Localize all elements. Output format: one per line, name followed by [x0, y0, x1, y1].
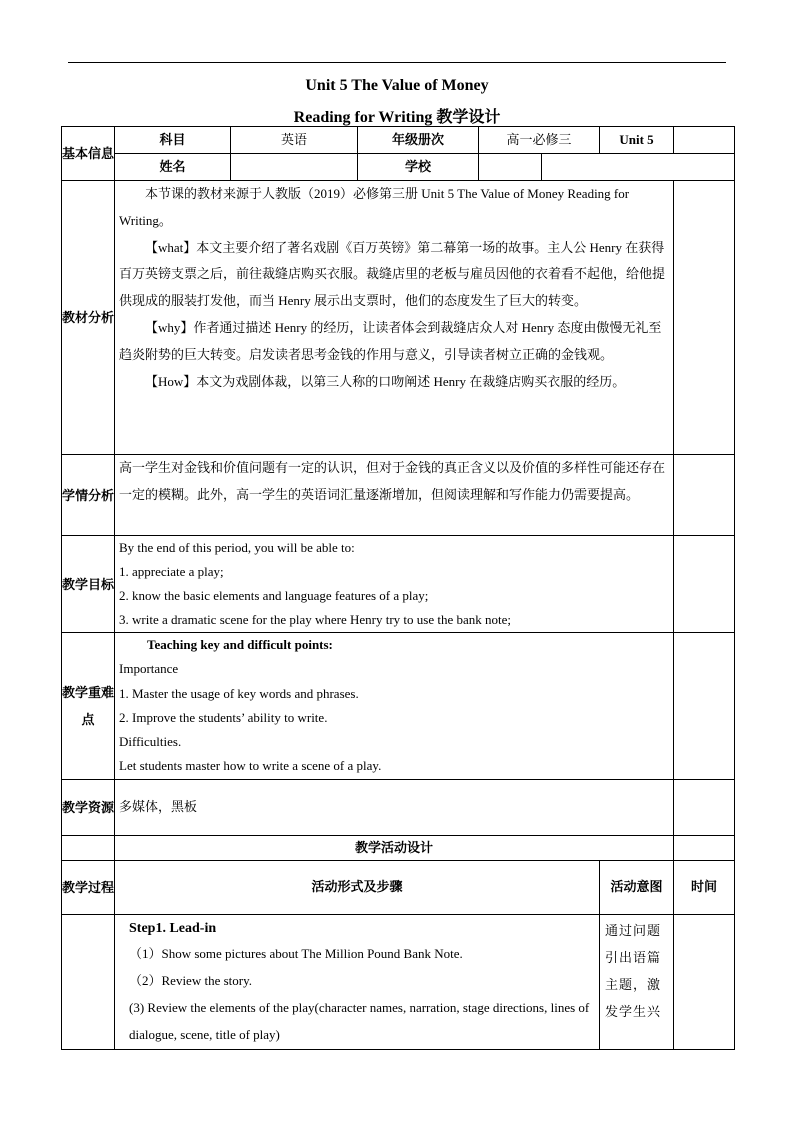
- objectives-label: 教学目标: [62, 536, 115, 633]
- resources-label: 教学资源: [62, 779, 115, 835]
- key-point-line: Let students master how to write a scene of a play.: [119, 758, 382, 774]
- blank-cell: [674, 779, 735, 835]
- school-label: 学校: [358, 154, 479, 181]
- key-point-line: 2. Improve the students’ ability to write.: [119, 709, 328, 725]
- objective-line: By the end of this period, you will be able to:: [119, 540, 355, 555]
- objective-line: 1. appreciate a play;: [119, 564, 224, 579]
- step1-line: （1）Show some pictures about The Million Pound Bank Note.: [129, 945, 463, 961]
- step1-line: (3) Review the elements of the play(character names, narration, stage directions, lines of dialogue, scene, title of play): [129, 999, 590, 1042]
- step1-intent: 通过问题引出语篇主题，激发学生兴: [600, 914, 674, 1049]
- student-analysis-text: 高一学生对金钱和价值问题有一定的认识，但对于金钱的真正含义以及价值的多样性可能还存在一定的模糊。此外，高一学生的英语词汇量逐渐增加，但阅读理解和写作能力仍需要提高。: [115, 455, 674, 536]
- subject-label: 科目: [115, 127, 231, 154]
- col-header-time: 时间: [674, 860, 735, 914]
- blank-cell: [674, 181, 735, 455]
- process-cell: [62, 914, 115, 1049]
- doc-title-lesson: Reading for Writing 教学设计: [293, 109, 501, 126]
- key-points-label: 教学重难点: [62, 633, 115, 780]
- unit-value: Unit 5: [600, 127, 674, 154]
- step1-line: （2）Review the story.: [129, 972, 252, 988]
- name-value: [231, 154, 358, 181]
- material-paragraph: 【why】作者通过描述 Henry 的经历，让读者体会到裁缝店众人对 Henry 态度由傲慢无礼至趋炎附势的巨大转变。启发读者思考金钱的作用与意义，引导读者树立正确的金钱观。: [119, 319, 662, 362]
- grade-value: 高一必修三: [479, 127, 600, 154]
- material-analysis-label: 教材分析: [62, 181, 115, 455]
- header-rule: [68, 62, 726, 63]
- resources-text: 多媒体，黑板: [115, 779, 674, 835]
- blank-cell: [62, 835, 115, 860]
- blank-cell: [674, 455, 735, 536]
- blank-cell: [674, 536, 735, 633]
- activity-design-title: 教学活动设计: [115, 835, 674, 860]
- blank-cell: [674, 835, 735, 860]
- material-paragraph: 本节课的教材来源于人教版（2019）必修第三册 Unit 5 The Value of Money Reading for Writing。: [119, 186, 630, 228]
- school-value: [479, 154, 542, 181]
- material-analysis-text: [115, 181, 674, 455]
- student-analysis-label: 学情分析: [62, 455, 115, 536]
- blank-cell: [674, 633, 735, 780]
- objectives-text: [115, 536, 674, 633]
- step1-content: [115, 914, 600, 1049]
- basic-info-label: 基本信息: [62, 127, 115, 181]
- objective-line: 3. write a dramatic scene for the play where Henry try to use the bank note;: [119, 612, 512, 627]
- key-point-line: Difficulties.: [119, 734, 182, 750]
- subject-value: 英语: [231, 127, 358, 154]
- material-paragraph: 【what】本文主要介绍了著名戏剧《百万英镑》第二幕第一场的故事。主人公 Henry 在获得百万英镑支票之后，前往裁缝店购买衣服。裁缝店里的老板与雇员因他的衣着看不起他，给他提供现成的服装打发他，而当 Henry 展示出支票时，他们的态度发生了巨大的转变。: [119, 239, 666, 309]
- doc-title-unit: Unit 5 The Value of Money: [305, 77, 489, 94]
- lesson-plan-table: [61, 126, 735, 1050]
- step1-heading: Step1. Lead-in: [129, 920, 217, 936]
- key-point-line: Importance: [119, 661, 179, 677]
- name-label: 姓名: [115, 154, 231, 181]
- key-points-text: [115, 633, 674, 780]
- blank-cell: [674, 127, 735, 154]
- key-point-line: 1. Master the usage of key words and phrases.: [119, 685, 359, 701]
- objective-line: 2. know the basic elements and language features of a play;: [119, 588, 429, 603]
- grade-label: 年级册次: [358, 127, 479, 154]
- blank-cell: [542, 154, 735, 181]
- col-header-steps: 活动形式及步骤: [115, 860, 600, 914]
- material-paragraph: 【How】本文为戏剧体裁，以第三人称的口吻阐述 Henry 在裁缝店购买衣服的经历。: [145, 373, 626, 389]
- col-header-process: 教学过程: [62, 860, 115, 914]
- step1-time: [674, 914, 735, 1049]
- key-points-heading: Teaching key and difficult points:: [147, 637, 333, 652]
- col-header-intent: 活动意图: [600, 860, 674, 914]
